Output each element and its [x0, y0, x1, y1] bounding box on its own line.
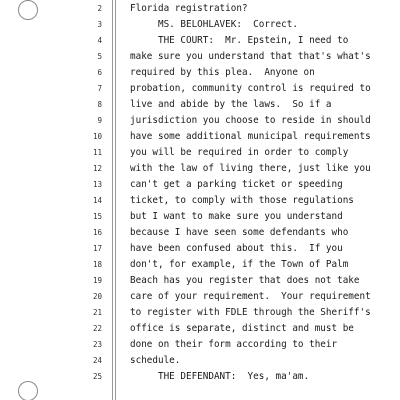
line-text: jurisdiction you choose to reside in should: [130, 115, 371, 126]
line-text: MS. BELOHLAVEK: Correct.: [130, 19, 298, 30]
transcript-line: [0, 129, 400, 145]
line-number: 3: [97, 20, 102, 29]
line-number: 25: [92, 372, 102, 381]
transcript-line: [0, 65, 400, 81]
line-number: 17: [92, 244, 102, 253]
line-text: probation, community control is required to: [130, 83, 371, 94]
transcript-line: [0, 241, 400, 257]
line-number: 19: [92, 276, 102, 285]
line-text: can't get a parking ticket or speeding: [130, 179, 343, 190]
line-number: 6: [97, 68, 102, 77]
line-number: 16: [92, 228, 102, 237]
transcript-line: [0, 81, 400, 97]
line-text: THE DEFENDANT: Yes, ma'am.: [130, 371, 310, 382]
line-number: 5: [97, 52, 102, 61]
line-number: 4: [97, 36, 102, 45]
line-text: make sure you understand that that's what's: [130, 51, 371, 62]
line-number: 18: [92, 260, 102, 269]
transcript-line: [0, 97, 400, 113]
line-text: don't, for example, if the Town of Palm: [130, 259, 349, 270]
transcript-line: [0, 33, 400, 49]
line-text: because I have seen some defendants who: [130, 227, 349, 238]
transcript-line: [0, 337, 400, 353]
transcript-line: [0, 193, 400, 209]
line-text: Florida registration?: [130, 3, 248, 14]
transcript-line: [0, 209, 400, 225]
line-number: 13: [92, 180, 102, 189]
line-number: 15: [92, 212, 102, 221]
line-text: schedule.: [130, 355, 181, 366]
line-text: live and abide by the laws. So if a: [130, 99, 332, 110]
line-text: THE COURT: Mr. Epstein, I need to: [130, 35, 349, 46]
line-text: office is separate, distinct and must be: [130, 323, 354, 334]
line-text: have some additional municipal requirements: [130, 131, 371, 142]
transcript-line: [0, 161, 400, 177]
line-number: 11: [92, 148, 102, 157]
line-text: to register with FDLE through the Sheriff's: [130, 307, 371, 318]
transcript-line: [0, 225, 400, 241]
line-number: 9: [97, 116, 102, 125]
line-text: with the law of living there, just like you: [130, 163, 371, 174]
line-text: care of your requirement. Your requirement: [130, 291, 371, 302]
line-text: Beach has you register that does not take: [130, 275, 360, 286]
transcript-line: [0, 273, 400, 289]
line-number: 7: [97, 84, 102, 93]
line-text: have been confused about this. If you: [130, 243, 343, 254]
line-number: 8: [97, 100, 102, 109]
line-number: 24: [92, 356, 102, 365]
transcript-line: [0, 177, 400, 193]
transcript-line: [0, 113, 400, 129]
line-number: 21: [92, 308, 102, 317]
transcript-line: [0, 257, 400, 273]
transcript-line: [0, 305, 400, 321]
line-number: 22: [92, 324, 102, 333]
transcript-line: [0, 17, 400, 33]
line-text: you will be required in order to comply: [130, 147, 349, 158]
line-number: 23: [92, 340, 102, 349]
transcript-line: [0, 289, 400, 305]
transcript-line: [0, 1, 400, 17]
transcript-line: [0, 369, 400, 385]
transcript-line: [0, 353, 400, 369]
line-number: 12: [92, 164, 102, 173]
line-number: 14: [92, 196, 102, 205]
line-text: but I want to make sure you understand: [130, 211, 343, 222]
transcript-line: [0, 321, 400, 337]
line-text: done on their form according to their: [130, 339, 338, 350]
transcript-line: [0, 49, 400, 65]
line-number: 10: [92, 132, 102, 141]
transcript-line: [0, 145, 400, 161]
line-number: 2: [97, 4, 102, 13]
line-text: ticket, to comply with those regulations: [130, 195, 354, 206]
line-number: 20: [92, 292, 102, 301]
line-text: required by this plea. Anyone on: [130, 67, 315, 78]
